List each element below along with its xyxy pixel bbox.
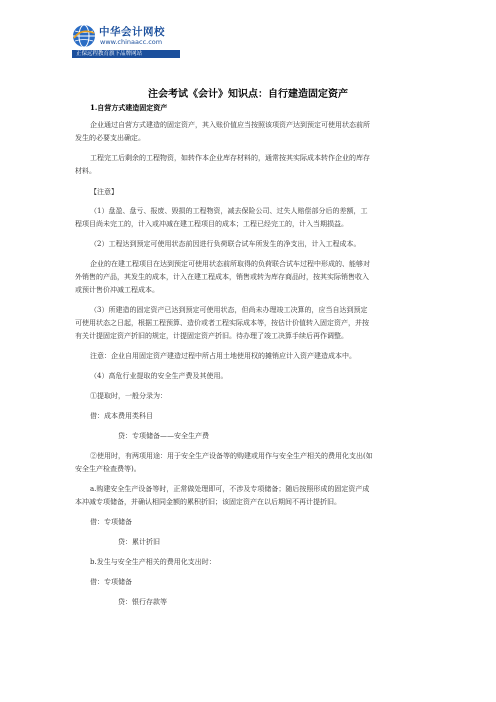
- logo-slogan: 正保远程教育旗下品牌网站: [76, 51, 143, 57]
- body-line: b.发生与安全生产相关的费用化支出时：: [90, 558, 216, 566]
- body-line: 发生的必要支出确定。: [75, 134, 145, 142]
- journal-entry: 借：专项储备: [90, 578, 132, 586]
- body-line: a.购建安全生产设备等时，正常做处理即可，不涉及专项储备；随后按照形成的固定资产成: [90, 485, 370, 493]
- site-logo: [72, 23, 192, 61]
- journal-entry: 贷：银行存款等: [118, 598, 167, 606]
- body-line: （4）高危行业提取的安全生产费及其使用。: [90, 372, 228, 380]
- body-line: ①提取时，一般分录为：: [90, 392, 167, 400]
- journal-entry: 贷：累计折旧: [118, 538, 160, 546]
- logo-name: 中华会计网校: [99, 26, 165, 38]
- body-line: 安全生产检查费等)。: [75, 465, 141, 473]
- body-line: 工程完工后剩余的工程物资，如转作本企业库存材料的，通常按其实际成本转作企业的库存: [90, 154, 370, 162]
- note-label: 【注意】: [90, 188, 118, 196]
- body-line: 企业的在建工程项目在达到预定可使用状态前所取得的负荷联合试车过程中形成的、能够对: [90, 260, 370, 268]
- body-line: 有关计提固定资产折旧的规定，计提固定资产折旧。待办理了竣工决算手续后再作调整。: [75, 332, 348, 340]
- body-line: ②使用时，有两项用途：用于安全生产设备等的购建或用作与安全生产相关的费用化支出(如: [90, 452, 373, 460]
- journal-entry: 借：成本费用类科目: [90, 412, 153, 420]
- body-line: 本冲减专项储备，并确认相同金额的累积折旧；该固定资产在以后期间不再计提折旧。: [75, 498, 341, 506]
- journal-entry: 借：专项储备: [90, 518, 132, 526]
- body-line: （3）所建造的固定资产已达到预定可使用状态，但尚未办理竣工决算的，应当自达到预定: [90, 306, 368, 314]
- body-line: 材料。: [75, 167, 96, 175]
- body-line: 外销售的产品，其发生的成本，计入在建工程成本，销售或转为库存商品时，按其实际销售收入: [75, 273, 369, 281]
- section-heading: 1.自营方式建造固定资产: [90, 103, 168, 112]
- body-line: （1）盘盈、盘亏、报废、毁损的工程物资，减去保险公司、过失人赔偿部分后的差额，工: [90, 207, 368, 215]
- page-title: 注会考试《会计》知识点：自行建造固定资产: [148, 89, 348, 100]
- body-line: （2）工程达到预定可使用状态前因进行负荷联合试车所发生的净支出，计入工程成本。: [90, 240, 361, 248]
- logo-slogan-bar: [72, 50, 180, 58]
- globe-icon: [72, 24, 96, 48]
- logo-url: www.chinaacc.com: [100, 38, 163, 46]
- body-line: 注意：企业自用固定资产建造过程中所占用土地使用权的摊销应计入资产建造成本中。: [90, 352, 356, 360]
- body-line: 可使用状态之日起，根据工程预算、造价或者工程实际成本等，按估计价值转入固定资产，并按: [75, 319, 369, 327]
- body-line: 或预计售价冲减工程成本。: [75, 286, 159, 294]
- body-line: 企业通过自营方式建造的固定资产，其入账价值应当按照该项资产达到预定可使用状态前所: [90, 121, 370, 129]
- body-line: 程项目尚未完工的，计入或冲减在建工程项目的成本；工程已经完工的，计入当期损益。: [75, 220, 348, 228]
- journal-entry: 贷：专项储备——安全生产费: [118, 432, 209, 440]
